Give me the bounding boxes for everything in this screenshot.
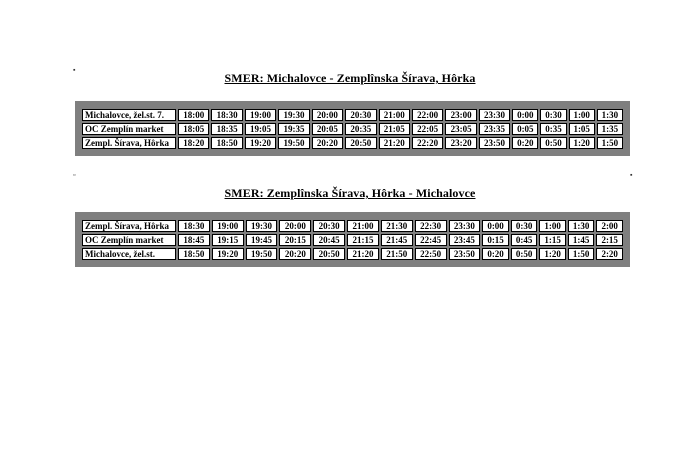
departure-time-cell: 1:00: [539, 220, 566, 232]
departure-time-cell: 19:05: [245, 123, 276, 135]
departure-time-cell: 18:30: [178, 220, 210, 232]
departure-time-cell: 18:30: [211, 109, 242, 121]
timetable-row: [82, 220, 623, 232]
departure-time-cell: 23:35: [479, 123, 510, 135]
departure-time-cell: 0:05: [512, 123, 538, 135]
departure-time-cell: 23:00: [445, 109, 476, 121]
departure-time-cell: 1:15: [539, 234, 566, 246]
timetable-table-1: [80, 107, 625, 151]
departure-time-cell: 0:20: [482, 248, 509, 260]
departure-time-cell: 1:30: [597, 109, 623, 121]
paragraph-mark: ▫: [73, 172, 76, 179]
departure-time-cell: 1:20: [539, 248, 566, 260]
departure-time-cell: 0:00: [512, 109, 538, 121]
departure-time-cell: 0:45: [511, 234, 538, 246]
departure-time-cell: 19:50: [278, 137, 309, 149]
departure-time-cell: 22:50: [415, 248, 447, 260]
departure-time-cell: 20:20: [312, 137, 343, 149]
departure-time-cell: 0:00: [482, 220, 509, 232]
stop-name-cell: OC Zemplín market: [82, 123, 176, 135]
timetable-box-1: [75, 101, 630, 156]
timetable-row: [82, 248, 623, 260]
departure-time-cell: 21:30: [381, 220, 413, 232]
departure-time-cell: 18:00: [178, 109, 209, 121]
departure-time-cell: 1:05: [569, 123, 595, 135]
departure-time-cell: 21:00: [347, 220, 379, 232]
departure-time-cell: 21:00: [379, 109, 410, 121]
departure-time-cell: 19:30: [246, 220, 278, 232]
departure-time-cell: 1:45: [568, 234, 595, 246]
departure-time-cell: 0:50: [540, 137, 566, 149]
departure-time-cell: 19:45: [246, 234, 278, 246]
departure-time-cell: 1:30: [568, 220, 595, 232]
departure-time-cell: 19:50: [246, 248, 278, 260]
timetable-row: [82, 137, 623, 149]
departure-time-cell: 19:20: [212, 248, 244, 260]
departure-time-cell: 23:45: [449, 234, 481, 246]
departure-time-cell: 23:30: [449, 220, 481, 232]
section-title-1: SMER: Michalovce - Zemplînska Šírava, Hôrka: [224, 71, 476, 85]
timetable-row: [82, 123, 623, 135]
timetable-box-2: [75, 212, 630, 267]
departure-time-cell: 19:35: [278, 123, 309, 135]
paragraph-mark: ▪: [73, 67, 76, 74]
departure-time-cell: 21:20: [379, 137, 410, 149]
timetable-table-2: [80, 218, 625, 262]
timetable-row: [82, 109, 623, 121]
departure-time-cell: 1:50: [568, 248, 595, 260]
departure-time-cell: 21:20: [347, 248, 379, 260]
departure-time-cell: 2:15: [596, 234, 623, 246]
departure-time-cell: 23:30: [479, 109, 510, 121]
departure-time-cell: 21:05: [379, 123, 410, 135]
departure-time-cell: 18:45: [178, 234, 210, 246]
departure-time-cell: 0:50: [511, 248, 538, 260]
departure-time-cell: 1:00: [569, 109, 595, 121]
timetable-row: [82, 234, 623, 246]
departure-time-cell: 18:35: [211, 123, 242, 135]
departure-time-cell: 0:30: [540, 109, 566, 121]
departure-time-cell: 0:30: [511, 220, 538, 232]
departure-time-cell: 20:30: [345, 109, 376, 121]
departure-time-cell: 20:15: [279, 234, 311, 246]
departure-time-cell: 18:50: [211, 137, 242, 149]
paragraph-mark: ▪: [630, 172, 633, 179]
departure-time-cell: 19:30: [278, 109, 309, 121]
departure-time-cell: 21:50: [381, 248, 413, 260]
stop-name-cell: OC Zemplín market: [82, 234, 176, 246]
departure-time-cell: 23:20: [445, 137, 476, 149]
departure-time-cell: 19:15: [212, 234, 244, 246]
departure-time-cell: 1:35: [597, 123, 623, 135]
departure-time-cell: 2:00: [596, 220, 623, 232]
departure-time-cell: 20:45: [313, 234, 345, 246]
departure-time-cell: 22:00: [412, 109, 443, 121]
departure-time-cell: 20:30: [313, 220, 345, 232]
departure-time-cell: 20:00: [279, 220, 311, 232]
departure-time-cell: 1:50: [597, 137, 623, 149]
departure-time-cell: 20:35: [345, 123, 376, 135]
departure-time-cell: 22:05: [412, 123, 443, 135]
departure-time-cell: 1:20: [569, 137, 595, 149]
departure-time-cell: 18:50: [178, 248, 210, 260]
stop-name-cell: Zempl. Šírava, Hôrka: [82, 137, 176, 149]
departure-time-cell: 18:05: [178, 123, 209, 135]
departure-time-cell: 0:15: [482, 234, 509, 246]
departure-time-cell: 19:00: [212, 220, 244, 232]
departure-time-cell: 20:50: [313, 248, 345, 260]
departure-time-cell: 22:30: [415, 220, 447, 232]
departure-time-cell: 19:20: [245, 137, 276, 149]
departure-time-cell: 18:20: [178, 137, 209, 149]
departure-time-cell: 20:05: [312, 123, 343, 135]
departure-time-cell: 2:20: [596, 248, 623, 260]
departure-time-cell: 23:50: [479, 137, 510, 149]
departure-time-cell: 22:45: [415, 234, 447, 246]
stop-name-cell: Zempl. Šírava, Hôrka: [82, 220, 176, 232]
departure-time-cell: 22:20: [412, 137, 443, 149]
stop-name-cell: Michalovce, žel.st. 7.: [82, 109, 176, 121]
departure-time-cell: 20:50: [345, 137, 376, 149]
departure-time-cell: 19:00: [245, 109, 276, 121]
departure-time-cell: 23:05: [445, 123, 476, 135]
departure-time-cell: 0:20: [512, 137, 538, 149]
departure-time-cell: 20:20: [279, 248, 311, 260]
section-title-2: SMER: Zemplînska Šírava, Hôrka - Michalovce: [224, 186, 476, 200]
departure-time-cell: 23:50: [449, 248, 481, 260]
stop-name-cell: Michalovce, žel.st.: [82, 248, 176, 260]
departure-time-cell: 21:15: [347, 234, 379, 246]
departure-time-cell: 21:45: [381, 234, 413, 246]
departure-time-cell: 20:00: [312, 109, 343, 121]
departure-time-cell: 0:35: [540, 123, 566, 135]
